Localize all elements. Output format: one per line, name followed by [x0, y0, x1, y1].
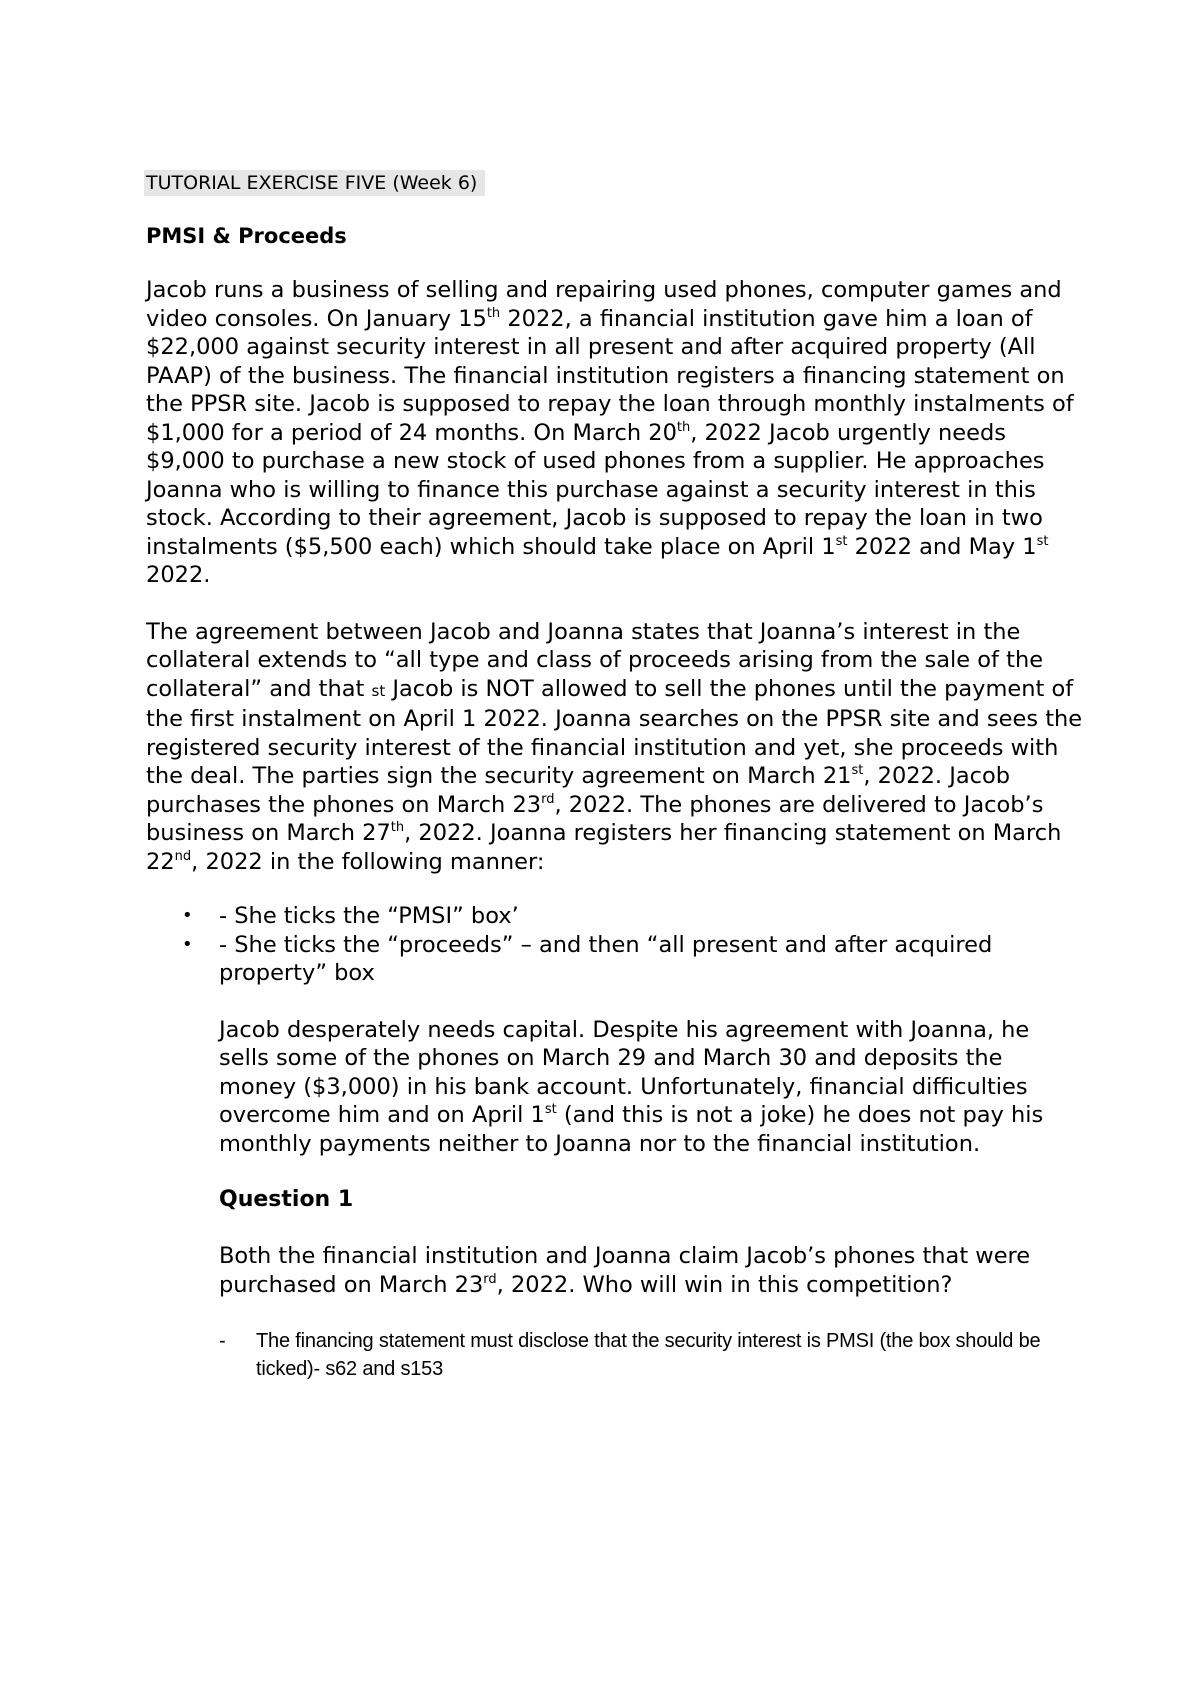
question-1-title: Question 1 [219, 1187, 354, 1212]
section-title: PMSI & Proceeds [146, 224, 347, 248]
list-item: • - She ticks the “proceeds” – and then “all present and after acquired property” box [182, 931, 993, 986]
bullet-icon: • [182, 933, 193, 955]
answer-1: - The financing statement must disclose that the security interest is PMSI (the box should be ticked)- s62 and s153 [219, 1327, 1086, 1383]
dash-marker: - [219, 1330, 226, 1352]
paragraph-facts-1: Jacob runs a business of selling and repairing used phones, computer games and video consoles. On January 15th 2022, a financial institution gave him a loan of $22,000 against security interest in all present and after acquired property (All PAAP) of the business. The financial institution registers a financing statement on the PPSR site. Jacob is supposed to repay the loan through monthly instalments of $1,000 for a period of 24 months. On March 20th, 2022 Jacob urgently needs $9,000 to purchase a new stock of used phones from a supplier. He approaches Joanna who is willing to finance this purchase against a security interest in this stock. According to their agreement, Jacob is supposed to repay the loan in two instalments ($5,500 each) which should take place on April 1st 2022 and May 1st 2022. [146, 277, 1074, 588]
document-heading: TUTORIAL EXERCISE FIVE (Week 6) [144, 170, 485, 196]
question-1-text: Both the financial institution and Joanna claim Jacob’s phones that were purchased on March 23rd, 2022. Who will win in this competition? [219, 1243, 1031, 1298]
paragraph-facts-2: The agreement between Jacob and Joanna states that Joanna’s interest in the collateral extends to “all type and class of proceeds arising from the sale of the collateral” and that st Jacob is NOT allowed to sell the phones until the payment of the first instalment on April 1 2022. Joanna searches on the PPSR site and sees the registered security interest of the financial institution and yet, she proceeds with the deal. The parties sign the security agreement on March 21st, 2022. Jacob purchases the phones on March 23rd, 2022. The phones are delivered to Jacob’s business on March 27th, 2022. Joanna registers her financing statement on March 22nd, 2022 in the following manner: [146, 618, 1083, 875]
list-item: • - She ticks the “PMSI” box’ [182, 903, 519, 929]
paragraph-facts-3: Jacob desperately needs capital. Despite his agreement with Joanna, he sells some of the phones on March 29 and March 30 and deposits the money ($3,000) in his bank account. Unfortunately, financial difficulties overcome him and on April 1st (and this is not a joke) he does not pay his monthly payments neither to Joanna nor to the financial institution. [219, 1016, 1044, 1157]
registration-bullet-list [146, 902, 1086, 988]
document-page [146, 170, 1086, 1383]
bullet-icon: • [182, 905, 193, 926]
